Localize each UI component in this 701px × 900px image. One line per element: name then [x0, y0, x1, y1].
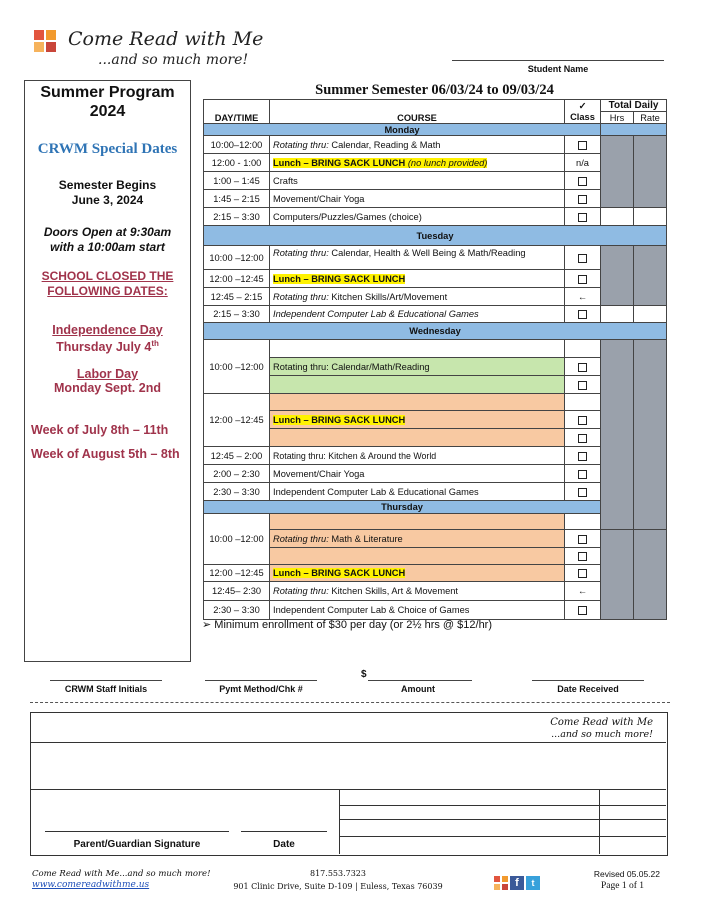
rate-cell-shaded: [634, 530, 667, 620]
checkbox-icon[interactable]: [578, 452, 587, 461]
course-text: Kitchen Skills/Art/Movement: [328, 291, 448, 302]
closed-week-august: Week of August 5th – 8th: [31, 447, 180, 461]
footer-brand: Come Read with Me...and so much more!: [32, 869, 211, 879]
receipt-vertical-divider-2: [599, 789, 600, 854]
time-cell: 2:15 – 3:30: [204, 306, 270, 323]
table-row: [204, 190, 667, 208]
col-class-label: Class: [570, 112, 595, 122]
time-cell: 12:00 –12:45: [204, 394, 270, 447]
class-checkbox-cell[interactable]: [565, 190, 601, 208]
doors-open: [25, 225, 190, 255]
receipt-box: [30, 712, 668, 856]
time-cell: 10:00–12:00: [204, 136, 270, 154]
rate-cell-shaded: [634, 246, 667, 306]
class-cell: n/a: [565, 154, 601, 172]
course-text: Independent Computer Lab & Educational Games: [273, 309, 479, 319]
course-cell-continued: [270, 429, 565, 447]
time-cell: 2:30 – 3:30: [204, 483, 270, 501]
time-cell: 2:15 – 3:30: [204, 208, 270, 226]
col-total-daily: Total Daily: [601, 100, 667, 112]
table-row: [204, 358, 667, 376]
course-cell: [270, 530, 565, 548]
holiday-name: Labor Day: [76, 367, 139, 381]
table-row: [204, 288, 667, 306]
course-cell-continued: [270, 548, 565, 565]
course-text: Calendar, Health & Well Being & Math/Reading: [328, 248, 526, 258]
parent-signature-line[interactable]: [45, 831, 229, 832]
rate-input[interactable]: [634, 208, 667, 226]
table-row: [204, 306, 667, 323]
checkbox-icon[interactable]: [578, 381, 587, 390]
checkbox-icon[interactable]: [578, 569, 587, 578]
lunch-text: Lunch – BRING SACK LUNCH: [273, 157, 406, 168]
receipt-line-2[interactable]: [339, 819, 666, 820]
footer-url-link[interactable]: www.comereadwithme.us: [32, 880, 150, 890]
checkbox-icon[interactable]: [578, 195, 587, 204]
amount-label: Amount: [401, 684, 435, 694]
class-checkbox-cell[interactable]: [565, 306, 601, 323]
col-class: [565, 100, 601, 124]
course-cell: [270, 306, 565, 323]
date-received-line[interactable]: [532, 680, 644, 681]
day-label: Wednesday: [204, 323, 667, 340]
receipt-divider-top: [31, 742, 666, 743]
cut-line: [30, 702, 670, 703]
class-checkbox-cell[interactable]: [565, 270, 601, 288]
time-cell: 12:00 - 1:00: [204, 154, 270, 172]
enrollment-note: [202, 618, 492, 631]
receipt-vertical-divider: [339, 789, 340, 854]
time-cell: 12:00 –12:45: [204, 270, 270, 288]
course-cell-continued: [270, 376, 565, 394]
course-cell: Crafts: [270, 172, 565, 190]
class-checkbox-cell[interactable]: [565, 411, 601, 429]
course-rotating: Rotating thru:: [273, 248, 329, 258]
checkbox-icon[interactable]: [578, 535, 587, 544]
signature-date-line[interactable]: [241, 831, 327, 832]
page-number: Page 1 of 1: [600, 881, 644, 891]
hrs-cell-shaded: [601, 246, 634, 306]
bullet-arrow-icon: ➢: [202, 619, 215, 631]
col-course: COURSE: [270, 100, 565, 124]
schedule-table: [203, 99, 667, 620]
course-spacer: [270, 340, 565, 358]
date-received-label: Date Received: [557, 684, 619, 694]
day-row-monday: [204, 124, 667, 136]
time-cell: 1:00 – 1:45: [204, 172, 270, 190]
time-cell: 2:30 – 3:30: [204, 601, 270, 620]
time-cell: 1:45 – 2:15: [204, 190, 270, 208]
course-rotating: Rotating thru:: [273, 586, 329, 596]
lunch-text: Lunch – BRING SACK LUNCH: [273, 414, 406, 425]
day-label: Thursday: [204, 501, 601, 514]
twitter-icon[interactable]: t: [526, 876, 540, 890]
holiday-date-text: Thursday July 4: [56, 340, 152, 355]
school-closed-line2: FOLLOWING DATES:: [47, 284, 168, 298]
footer-logo-squares-icon: [494, 876, 508, 890]
receipt-brand-tagline: ...and so much more!: [551, 729, 653, 740]
sidebar: [24, 80, 191, 662]
class-spacer: [565, 514, 601, 530]
course-cell: Rotating thru: Kitchen & Around the World: [270, 447, 565, 465]
parent-signature-label: Parent/Guardian Signature: [73, 839, 201, 850]
time-cell: 10:00 –12:00: [204, 514, 270, 565]
class-checkbox-cell[interactable]: [565, 565, 601, 582]
time-cell: 12:45 – 2:00: [204, 447, 270, 465]
day-label: Tuesday: [204, 226, 667, 246]
lunch-note: (no lunch provided): [405, 157, 488, 168]
footer-phone: 817.553.7323: [310, 869, 366, 878]
course-text: Calendar, Reading & Math: [328, 139, 441, 150]
holiday-name: Independence Day: [52, 323, 163, 337]
table-row: [204, 376, 667, 394]
day-row-thursday: [204, 501, 667, 514]
holiday-date-sup: th: [151, 339, 159, 348]
table-row: [204, 530, 667, 548]
day-row-wednesday: [204, 323, 667, 340]
class-checkbox-cell[interactable]: [565, 358, 601, 376]
hrs-input[interactable]: [601, 208, 634, 226]
day-label-tail: [601, 124, 667, 136]
course-cell: [270, 582, 565, 601]
course-rotating: Rotating thru:: [273, 291, 329, 302]
lunch-text: Lunch – BRING SACK LUNCH: [273, 273, 406, 284]
facebook-icon[interactable]: f: [510, 876, 524, 890]
course-cell: Movement/Chair Yoga: [270, 465, 565, 483]
time-cell: 10:00 –12:00: [204, 246, 270, 270]
program-title-line2: 2024: [89, 103, 126, 120]
logo-squares-icon: [34, 30, 58, 54]
course-cell: Independent Computer Lab & Choice of Games: [270, 601, 565, 620]
table-row: [204, 246, 667, 270]
table-row: [204, 270, 667, 288]
special-dates-heading: CRWM Special Dates: [37, 141, 178, 157]
doors-open-line1: Doors Open at 9:30am: [43, 225, 172, 239]
rate-cell-shaded: [634, 136, 667, 208]
course-spacer: [270, 514, 565, 530]
holiday-date: [25, 337, 190, 354]
table-row: [204, 340, 667, 358]
checkbox-icon[interactable]: [578, 141, 587, 150]
hrs-cell-shaded: [601, 530, 634, 620]
checkbox-icon[interactable]: [578, 606, 587, 615]
holiday-labor-day: [25, 367, 190, 395]
course-cell: Rotating thru: Calendar/Math/Reading: [270, 358, 565, 376]
table-header-row: [204, 100, 667, 112]
program-title: [25, 83, 190, 121]
course-rotating: Rotating thru:: [273, 139, 329, 150]
checkbox-icon[interactable]: [578, 363, 587, 372]
table-row: [204, 465, 667, 483]
holiday-independence-day: [25, 323, 190, 354]
checkbox-icon[interactable]: [578, 470, 587, 479]
receipt-line-1[interactable]: [339, 805, 666, 806]
class-checkbox-cell[interactable]: [565, 172, 601, 190]
time-cell: 12:45– 2:30: [204, 582, 270, 601]
time-cell: 12:00 –12:45: [204, 565, 270, 582]
program-title-line1: Summer Program: [40, 84, 175, 101]
lunch-text: Lunch – BRING SACK LUNCH: [273, 568, 406, 578]
checkbox-icon[interactable]: [578, 488, 587, 497]
class-checkbox-cell[interactable]: [565, 483, 601, 501]
course-cell: [270, 136, 565, 154]
course-text: Kitchen Skills, Art & Movement: [328, 586, 458, 596]
table-row: [204, 447, 667, 465]
col-hrs: Hrs: [601, 112, 634, 124]
revised-date: Revised 05.05.22: [593, 869, 660, 879]
receipt-line-3[interactable]: [339, 836, 666, 837]
receipt-divider-middle: [31, 789, 666, 790]
table-row: [204, 411, 667, 429]
checkbox-icon[interactable]: [578, 213, 587, 222]
time-cell: 2:00 – 2:30: [204, 465, 270, 483]
schedule-heading: Summer Semester 06/03/24 to 09/03/24: [315, 82, 554, 98]
table-row: [204, 601, 667, 620]
receipt-brand-name: Come Read with Me: [550, 717, 653, 728]
table-row: [204, 565, 667, 582]
enrollment-note-text: Minimum enrollment of $30 per day (or 2½ hrs @ $12/hr): [214, 619, 493, 631]
table-row: [204, 582, 667, 601]
semester-begins-date: June 3, 2024: [71, 193, 144, 207]
course-rotating: Rotating thru:: [273, 533, 329, 544]
table-row: [204, 483, 667, 501]
semester-begins: [25, 178, 190, 208]
table-row: [204, 548, 667, 565]
col-daytime: DAY/TIME: [204, 100, 270, 124]
day-label: Monday: [204, 124, 601, 136]
semester-begins-label: Semester Begins: [58, 178, 157, 192]
checkbox-icon[interactable]: [578, 434, 587, 443]
staff-initials-line[interactable]: [50, 680, 162, 681]
check-mark-icon: ✓: [578, 101, 587, 111]
rate-cell-shaded: [634, 340, 667, 530]
brand-tagline: ...and so much more!: [98, 52, 249, 68]
payment-method-line[interactable]: [205, 680, 317, 681]
arrow-left-icon: ←: [565, 582, 601, 601]
table-row: [204, 429, 667, 447]
checkbox-icon[interactable]: [578, 275, 587, 284]
rate-input[interactable]: [634, 306, 667, 323]
hrs-cell-shaded: [601, 136, 634, 208]
amount-line[interactable]: [368, 680, 472, 681]
arrow-left-icon: ←: [565, 288, 601, 306]
footer-address: 901 Clinic Drive, Suite D-109 | Euless, Texas 76039: [233, 882, 443, 891]
class-checkbox-cell[interactable]: [565, 447, 601, 465]
table-row: [204, 136, 667, 154]
course-cell: Movement/Chair Yoga: [270, 190, 565, 208]
class-spacer: [565, 394, 601, 411]
checkbox-icon[interactable]: [578, 552, 587, 561]
course-cell: Independent Computer Lab & Educational Games: [270, 483, 565, 501]
dollar-sign: $: [361, 669, 367, 680]
course-cell: [270, 154, 565, 172]
day-row-tuesday: [204, 226, 667, 246]
checkbox-icon[interactable]: [578, 416, 587, 425]
checkbox-icon[interactable]: [578, 254, 587, 263]
course-cell: [270, 270, 565, 288]
student-name-line[interactable]: [452, 60, 664, 61]
brand-name: Come Read with Me: [68, 28, 264, 50]
student-name-label: Student Name: [527, 64, 589, 74]
course-spacer: [270, 394, 565, 411]
class-checkbox-cell[interactable]: [565, 548, 601, 565]
table-row: [204, 514, 667, 530]
hrs-cell-shaded: [601, 340, 634, 530]
table-row: [204, 154, 667, 172]
school-closed-heading: [25, 269, 190, 299]
school-closed-line1: SCHOOL CLOSED THE: [41, 269, 174, 283]
class-checkbox-cell[interactable]: [565, 246, 601, 270]
doors-open-line2: with a 10:00am start: [50, 240, 165, 254]
hrs-input[interactable]: [601, 306, 634, 323]
closed-week-july: Week of July 8th – 11th: [31, 423, 169, 437]
table-row: [204, 394, 667, 411]
class-checkbox-cell[interactable]: [565, 465, 601, 483]
holiday-date: Monday Sept. 2nd: [54, 381, 161, 395]
signature-date-label: Date: [273, 839, 295, 850]
time-cell: 12:45 – 2:15: [204, 288, 270, 306]
course-cell: [270, 565, 565, 582]
class-checkbox-cell[interactable]: [565, 136, 601, 154]
course-cell: [270, 411, 565, 429]
checkbox-icon[interactable]: [578, 310, 587, 319]
col-rate: Rate: [634, 112, 667, 124]
class-checkbox-cell[interactable]: [565, 376, 601, 394]
class-spacer: [565, 340, 601, 358]
time-cell: 10:00 –12:00: [204, 340, 270, 394]
course-cell: [270, 288, 565, 306]
table-row: [204, 208, 667, 226]
course-cell: [270, 246, 565, 270]
course-text: Math & Literature: [328, 533, 403, 544]
checkbox-icon[interactable]: [578, 177, 587, 186]
payment-method-label: Pymt Method/Chk #: [219, 684, 303, 694]
table-row: [204, 172, 667, 190]
class-checkbox-cell[interactable]: [565, 429, 601, 447]
course-cell: Computers/Puzzles/Games (choice): [270, 208, 565, 226]
class-checkbox-cell[interactable]: [565, 208, 601, 226]
class-checkbox-cell[interactable]: [565, 530, 601, 548]
staff-initials-label: CRWM Staff Initials: [64, 684, 148, 694]
class-checkbox-cell[interactable]: [565, 601, 601, 620]
